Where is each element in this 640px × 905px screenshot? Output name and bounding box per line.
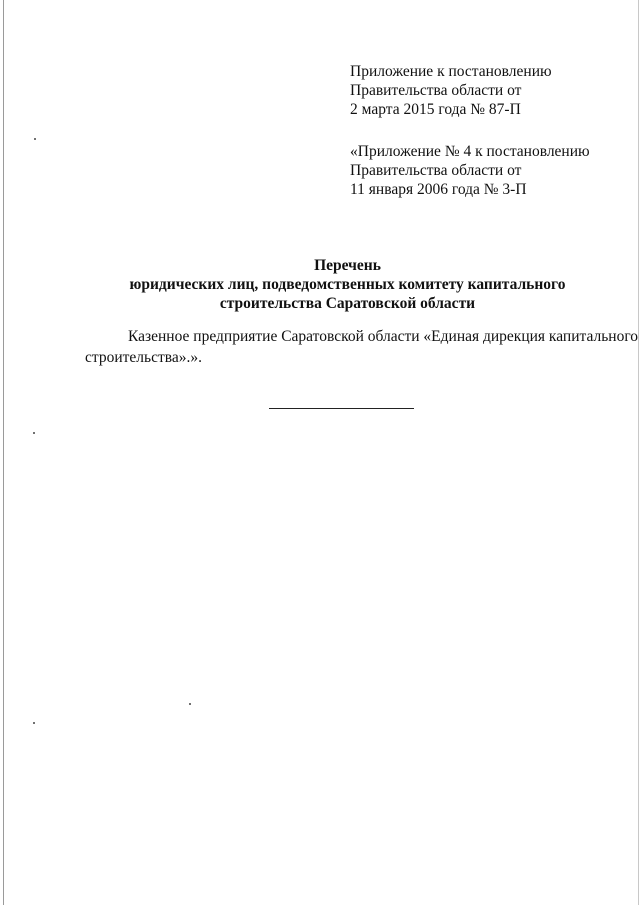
title-line-3: строительства Саратовской области <box>219 295 476 312</box>
title-line-1: Перечень <box>314 257 381 274</box>
scan-speck <box>34 138 36 140</box>
annex-line-2: Правительства области от <box>350 82 522 99</box>
scan-left-edge <box>3 0 4 905</box>
title-line-2: юридических лиц, подведомственных комитету капитального <box>129 276 566 293</box>
prior-annex-line-2: Правительства области от <box>350 162 522 179</box>
annex-line-3: 2 марта 2015 года № 87-П <box>350 101 521 118</box>
prior-annex-line-3: 11 января 2006 года № 3-П <box>350 181 527 198</box>
scan-right-edge <box>638 0 639 905</box>
prior-annex-line-1: «Приложение № 4 к постановлению <box>350 143 590 160</box>
closing-separator-line <box>269 408 414 409</box>
body-paragraph <box>85 326 639 368</box>
annex-header <box>350 62 630 199</box>
scan-speck <box>33 432 35 434</box>
scan-speck <box>33 722 35 724</box>
body-line-1: Казенное предприятие Саратовской области «Единая дирекция капитального <box>128 328 639 345</box>
scan-speck <box>189 703 191 705</box>
body-line-2: строительства».». <box>85 349 202 366</box>
document-title <box>40 256 640 313</box>
annex-gap <box>350 119 630 142</box>
annex-line-1: Приложение к постановлению <box>350 63 552 80</box>
